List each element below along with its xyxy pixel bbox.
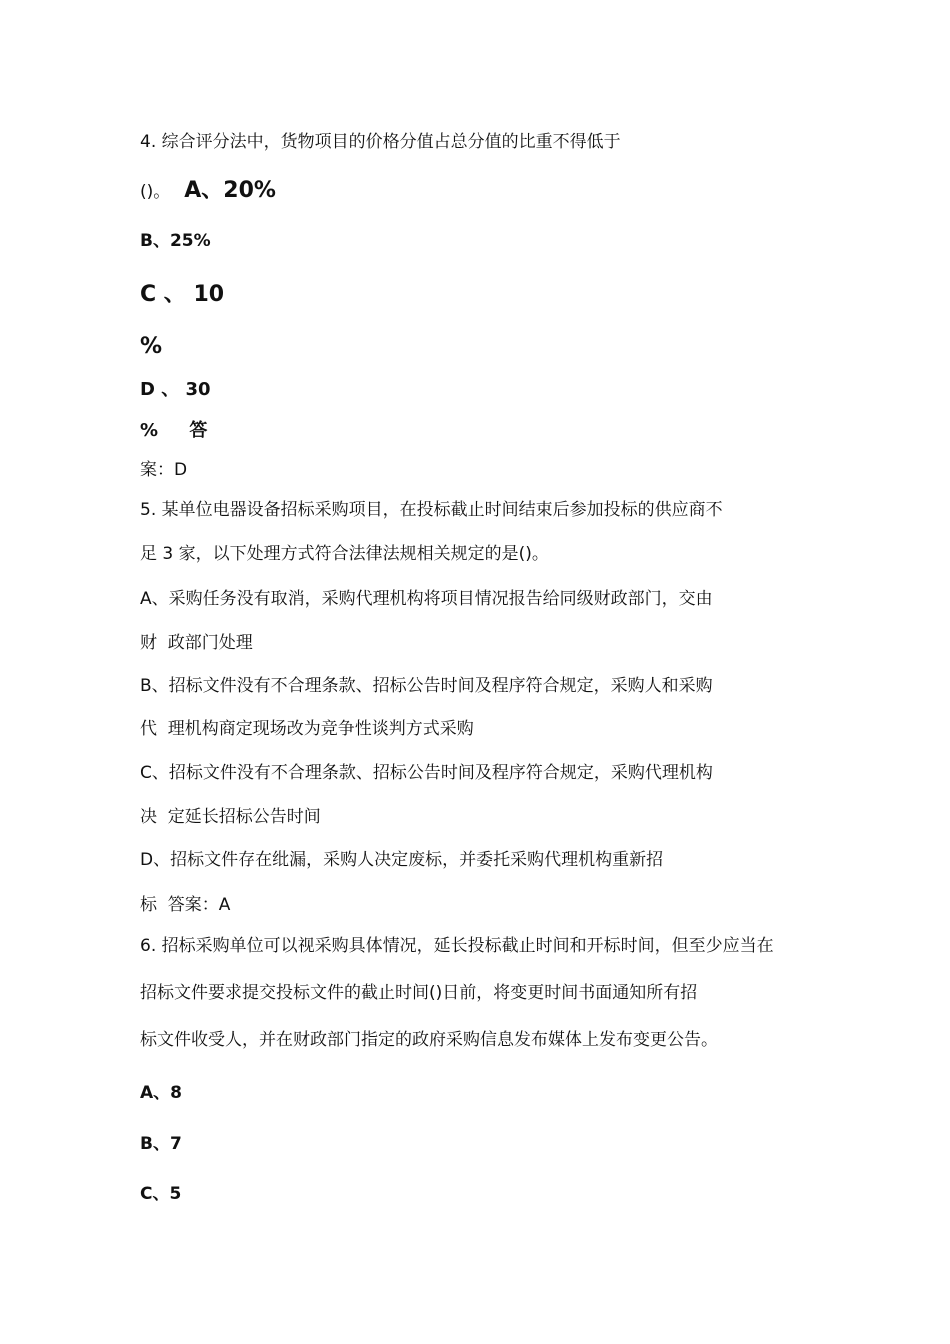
q6-stem-line2: 招标文件要求提交投标文件的截止时间()日前，将变更时间书面通知所有招	[140, 983, 698, 1003]
q4-option-d-line1: D 、 30	[140, 379, 211, 400]
q4-stem-line2-prefix: ()。	[140, 182, 171, 202]
q5-option-d-line2: 标 答案：A	[140, 895, 231, 915]
q4-option-b: B、25%	[140, 231, 211, 251]
q4-option-d-line2: % 答	[140, 420, 208, 441]
q5-option-b-line2: 代 理机构商定现场改为竞争性谈判方式采购	[140, 719, 474, 739]
q5-stem-line2: 足 3 家，以下处理方式符合法律法规相关规定的是()。	[140, 544, 549, 564]
q4-option-c-line2: %	[140, 334, 163, 359]
q5-option-d-line1: D、招标文件存在纰漏，采购人决定废标，并委托采购代理机构重新招	[140, 850, 664, 870]
q5-option-a-line2: 财 政部门处理	[140, 633, 253, 653]
q5-option-c-line2: 决 定延长招标公告时间	[140, 807, 321, 827]
q5-option-a-line1: A、采购任务没有取消，采购代理机构将项目情况报告给同级财政部门，交由	[140, 589, 713, 609]
q4-answer: 案：D	[140, 460, 188, 480]
q6-stem-line1: 6. 招标采购单位可以视采购具体情况，延长投标截止时间和开标时间，但至少应当在	[140, 936, 774, 956]
q5-stem-line1: 5. 某单位电器设备招标采购项目，在投标截止时间结束后参加投标的供应商不	[140, 500, 723, 520]
q4-option-c-line1: C 、 10	[140, 282, 225, 307]
q4-stem-line1: 4. 综合评分法中，货物项目的价格分值占总分值的比重不得低于	[140, 132, 621, 152]
q6-stem-line3: 标文件收受人，并在财政部门指定的政府采购信息发布媒体上发布变更公告。	[140, 1030, 718, 1050]
q4-stem-line2	[140, 180, 276, 202]
q5-option-c-line1: C、招标文件没有不合理条款、招标公告时间及程序符合规定，采购代理机构	[140, 763, 713, 783]
q4-option-a: A、20%	[184, 178, 276, 203]
q6-option-b: B、7	[140, 1134, 182, 1154]
q6-option-a: A、8	[140, 1083, 182, 1103]
q6-option-c: C、5	[140, 1184, 182, 1204]
q5-option-b-line1: B、招标文件没有不合理条款、招标公告时间及程序符合规定，采购人和采购	[140, 676, 713, 696]
